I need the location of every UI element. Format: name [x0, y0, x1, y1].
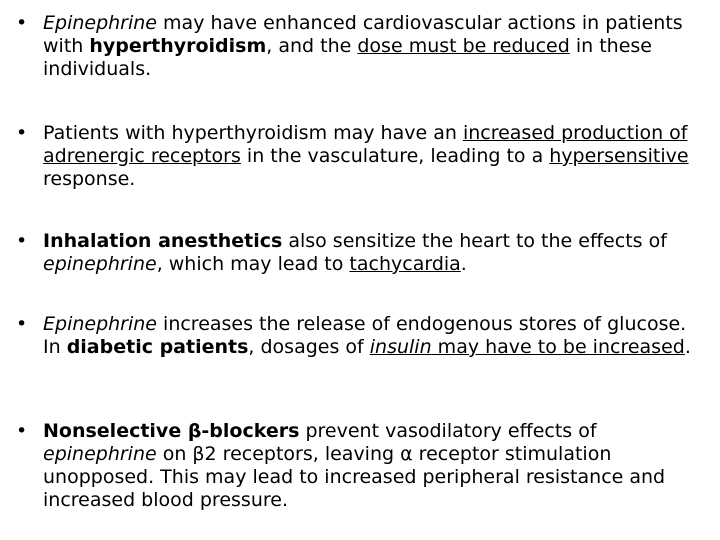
- bullet-point: [16, 313, 706, 359]
- text-run: Patients with hyperthyroidism may have an: [43, 122, 463, 144]
- text-run: Epinephrine: [43, 12, 157, 34]
- text-run: insulin: [369, 336, 432, 358]
- text-run: tachycardia: [349, 253, 461, 275]
- text-run: Nonselective β-blockers: [43, 420, 300, 442]
- text-run: in the vasculature, leading to a: [240, 145, 550, 167]
- text-run: response.: [43, 168, 136, 190]
- bullet-icon: •: [16, 122, 28, 144]
- bullet-icon: •: [16, 313, 28, 335]
- text-run: increased production of adrenergic receptors: [43, 122, 688, 167]
- text-run: Epinephrine: [43, 313, 157, 335]
- bullet-text: [43, 122, 706, 191]
- bullet-text: [43, 230, 706, 276]
- text-run: , which may lead to: [156, 253, 350, 275]
- bullet-icon: •: [16, 12, 28, 34]
- bullet-text: [43, 12, 706, 81]
- text-run: prevent vasodilatory effects of: [299, 420, 597, 442]
- text-run: also sensitize the heart to the effects of: [282, 230, 667, 252]
- text-run: increases the release of endogenous stores of glucose. In: [43, 313, 687, 358]
- text-run: epinephrine: [43, 443, 157, 465]
- text-run: on β2 receptors, leaving α receptor stimulation unopposed. This may lead to increased peripheral resistance and increased blood pressure.: [43, 443, 666, 511]
- bullet-point: [16, 230, 706, 276]
- bullet-text: [43, 420, 706, 512]
- text-run: hyperthyroidism: [89, 35, 267, 57]
- text-run: hypersensitive: [549, 145, 689, 167]
- text-run: may have enhanced cardiovascular actions in patients with: [43, 12, 683, 57]
- text-run: , dosages of: [248, 336, 370, 358]
- text-run: .: [460, 253, 467, 275]
- text-run: , and the: [266, 35, 358, 57]
- text-run: .: [684, 336, 691, 358]
- text-run: Inhalation anesthetics: [43, 230, 283, 252]
- bullet-point: [16, 12, 706, 81]
- text-run: diabetic patients: [66, 336, 249, 358]
- bullet-icon: •: [16, 420, 28, 442]
- text-run: in these individuals.: [43, 35, 652, 80]
- text-run: dose must be reduced: [357, 35, 570, 57]
- bullet-icon: •: [16, 230, 28, 252]
- bullet-text: [43, 313, 706, 359]
- text-run: may have to be increased: [431, 336, 685, 358]
- text-run: epinephrine: [43, 253, 157, 275]
- bullet-point: [16, 420, 706, 512]
- bullet-point: [16, 122, 706, 191]
